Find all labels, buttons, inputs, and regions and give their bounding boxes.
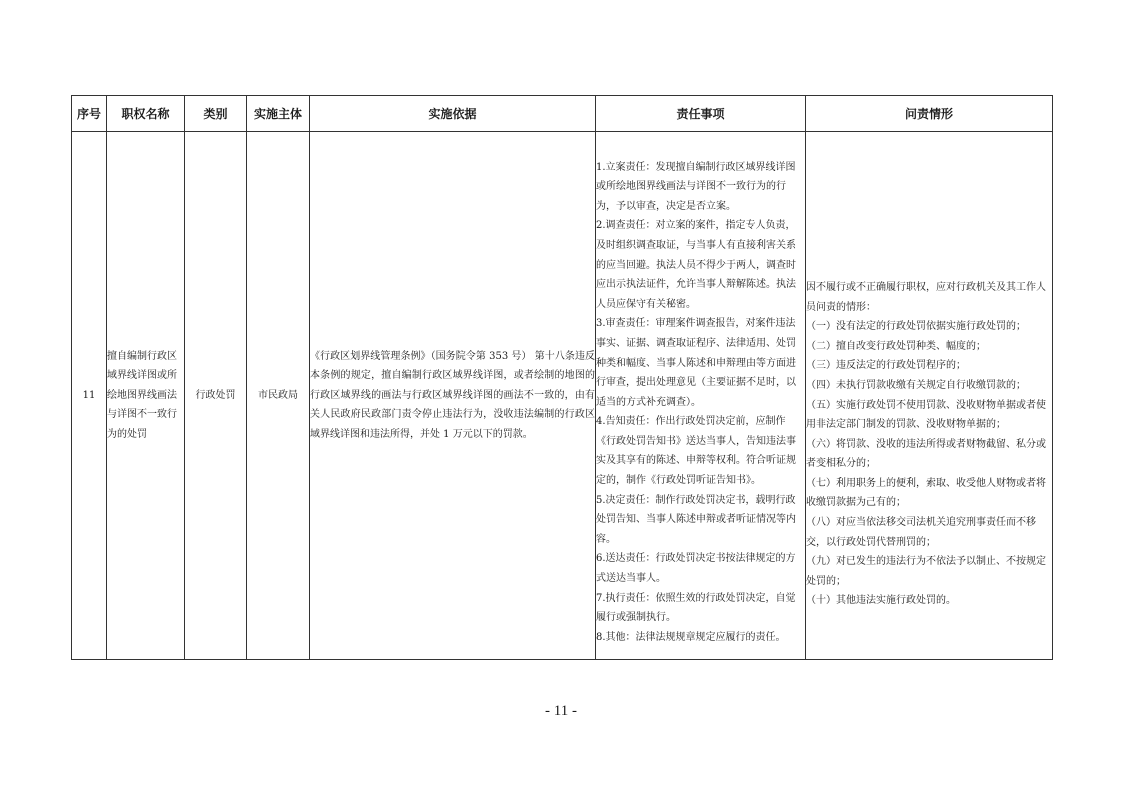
- accountability-item: （七）利用职务上的便利，索取、收受他人财物或者将收缴罚款据为己有的；: [806, 477, 1046, 509]
- cell-category: 行政处罚: [185, 132, 247, 660]
- accountability-item: （八）对应当依法移交司法机关追究刑事责任而不移交，以行政处罚代替刑罚的；: [806, 517, 1036, 548]
- header-seq: 序号: [72, 96, 107, 132]
- responsibility-item: 4.告知责任：作出行政处罚决定前，应制作《行政处罚告知书》送达当事人，告知违法事实及其享有的陈述、申辩等权利。符合听证规定的，制作《行政处罚听证告知书》。: [596, 416, 796, 487]
- responsibility-item: 8.其他：法律法规规章规定应履行的责任。: [596, 631, 786, 643]
- accountability-item: （十）其他违法实施行政处罚的。: [806, 595, 956, 607]
- header-subject: 实施主体: [247, 96, 310, 132]
- cell-accountability: [806, 132, 1053, 660]
- table-row: [72, 132, 1053, 660]
- accountability-item: （六）将罚款、没收的违法所得或者财物截留、私分或者变相私分的；: [806, 438, 1046, 470]
- duty-table: [71, 95, 1053, 660]
- cell-responsibilities: [596, 132, 806, 660]
- cell-name: 擅自编制行政区域界线详图或所绘地图界线画法与详图不一致行为的处罚: [107, 132, 185, 660]
- header-name: 职权名称: [107, 96, 185, 132]
- header-basis: 实施依据: [310, 96, 596, 132]
- header-accountability: 问责情形: [806, 96, 1053, 132]
- responsibility-item: 5.决定责任：制作行政处罚决定书，载明行政处罚告知、当事人陈述申辩或者听证情况等内容。: [596, 494, 796, 545]
- responsibility-item: 1.立案责任：发现擅自编制行政区域界线详图或所绘地图界线画法与详图不一致行为的行为，予以审查，决定是否立案。: [596, 161, 796, 212]
- cell-seq: 11: [72, 132, 107, 660]
- responsibility-item: 2.调查责任：对立案的案件，指定专人负责，及时组织调查取证，与当事人有直接利害关系的应当回避。执法人员不得少于两人，调查时应出示执法证件，允许当事人辩解陈述。执法人员应保守有关秘密。: [596, 220, 796, 310]
- header-category: 类别: [185, 96, 247, 132]
- responsibility-item: 3.审查责任：审理案件调查报告，对案件违法事实、证据、调查取证程序、法律适用、处罚种类和幅度、当事人陈述和申辩理由等方面进行审查，提出处理意见（主要证据不足时，以适当的方式补充调查）。: [596, 318, 796, 408]
- responsibility-item: 7.执行责任：依照生效的行政处罚决定，自觉履行或强制执行。: [596, 592, 796, 624]
- cell-subject: 市民政局: [247, 132, 310, 660]
- accountability-item: （二）擅自改变行政处罚种类、幅度的；: [806, 340, 986, 352]
- accountability-intro: 因不履行或不正确履行职权，应对行政机关及其工作人员问责的情形：: [806, 281, 1046, 313]
- accountability-item: （五）实施行政处罚不使用罚款、没收财物单据或者使用非法定部门制发的罚款、没收财物单据的；: [806, 399, 1046, 431]
- page-number: - 11 -: [545, 703, 577, 719]
- accountability-item: （四）未执行罚款收缴有关规定自行收缴罚款的；: [806, 379, 1026, 391]
- header-row: [72, 96, 1053, 132]
- accountability-item: （一）没有法定的行政处罚依据实施行政处罚的；: [806, 321, 1026, 333]
- accountability-item: （九）对已发生的违法行为不依法予以制止、不按规定处罚的；: [806, 556, 1046, 587]
- header-responsibilities: 责任事项: [596, 96, 806, 132]
- cell-basis: 《行政区划界线管理条例》（国务院令第 353 号） 第十八条违反本条例的规定，擅自编制行政区域界线详图，或者绘制的地图的行政区域界线的画法与行政区域界线详图的画法不一致的，由有关人民政府民政部门责令停止违法行为，没收违法编制的行政区域界线详图和违法所得，并处 1 万元以下的罚款。: [310, 132, 596, 660]
- accountability-item: （三）违反法定的行政处罚程序的；: [806, 360, 966, 372]
- responsibility-item: 6.送达责任：行政处罚决定书按法律规定的方式送达当事人。: [596, 553, 796, 585]
